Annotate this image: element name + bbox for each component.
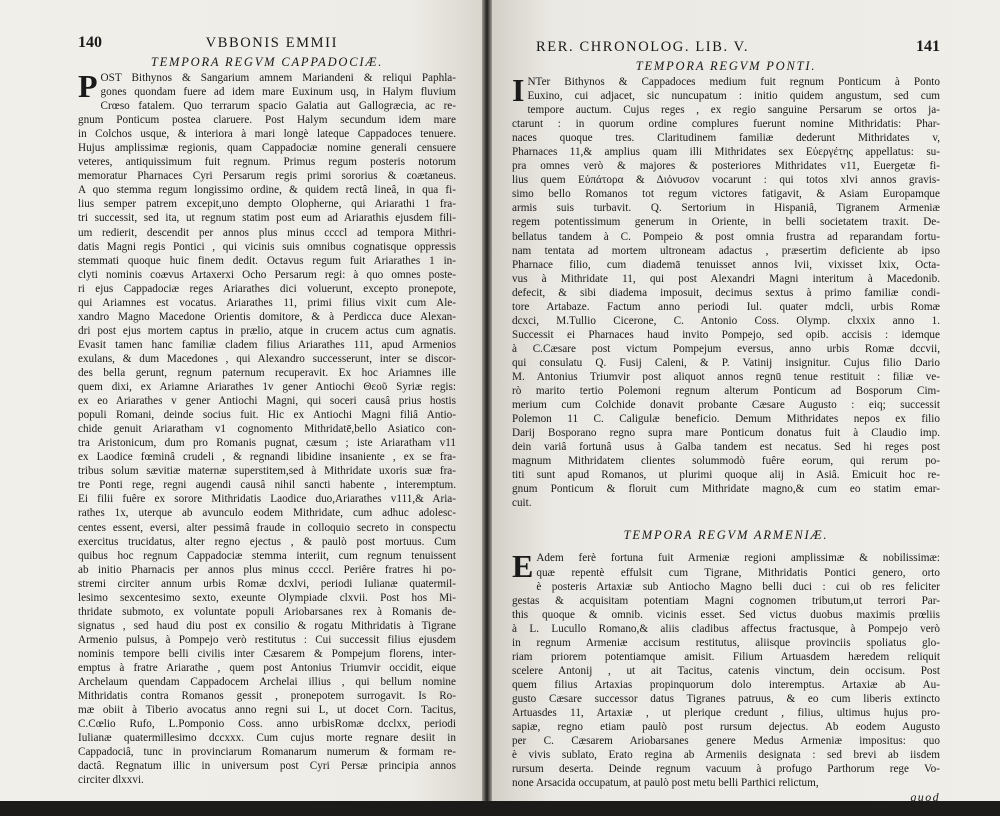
text-line: OST Bithynos & Sangarium amnem Mariandeni & reliqui Paphla-	[100, 72, 456, 84]
text-line: memoratur Pharnaces Cyri Persarum regis primi sororius & coætaneus.	[78, 170, 456, 183]
text-line: Pharnaces 11,& amplius quam illi Mithridates sex Εὐεργέτης appellatus: su-	[512, 146, 940, 159]
text-line: datis Magni regis Pontici , qui vicinis suis omnibus cognatisque oppressis	[78, 240, 456, 253]
text-line: tri successit, sed ita, ut regnum statim post eum ad Ariarathis ejusdem fili-	[78, 212, 456, 225]
text-line: quibus hoc regnum Cappadociæ stemma interiit, cum regnum tenuissent	[78, 549, 456, 562]
text-line: rathes 1x, uterque ab avunculo eodem Mithridate, cum adhuc adolesc-	[78, 507, 456, 520]
section-title-ponti: TEMPORA REGVM PONTI.	[635, 59, 817, 73]
text-line: dcxci, M.Tullio Cicerone, C. Antonio Coss. Olymp. clxxix anno 1.	[512, 314, 940, 327]
text-line: gnum Ponticum & floruit cum Mithridate magno,& cum eo statim emar-	[512, 483, 940, 496]
text-line: sapiæ, regno etiam paulò post rursum dejectus. Ab eodem Augusto	[512, 721, 940, 734]
text-line: dein variâ fortunâ usus à Galba tandem est necatus. Sed hi reges post	[512, 441, 940, 454]
text-line: A quo stemma regum longissimo ordine, & quidem rectâ lineâ, in qua fi-	[78, 184, 456, 197]
text-line: chide genuit Ariaratham v1 cognomento Mithridatē,bello Asiatico con-	[78, 423, 456, 436]
armenia-text	[512, 548, 940, 790]
text-line: clyti nominis coævus Artaxerxi Ocho Persarum regi: à quo omnes poste-	[78, 268, 456, 281]
text-line: Cappadociâ, tunc in provinciarum Romanarum numerum & formam re-	[78, 746, 456, 759]
text-line: Polemon 11 C. Caligulæ beneficio. Demum Mithridates nepos ex filio	[512, 413, 940, 426]
section-title-cappadocia: TEMPORA REGVM CAPPADOCIÆ.	[150, 55, 384, 69]
text-line: magnum Mithridatem clientes solummodò fuêre eorum, qui rerum po-	[512, 455, 940, 468]
text-line: mæ obiit à Tiberio avocatus anno regni sui L, ut docet Corn. Tacitus,	[78, 704, 456, 717]
text-line: gestas & acquisitam potentiam Magni cognomen tributum,ut terrori Par-	[512, 594, 940, 607]
text-line: ab initio Pharnacis per annos plus minus ccccl. Periêre fratres hi po-	[78, 563, 456, 576]
text-line: vus à Mithridate 11, qui post Alexandri Magni interitum à Macedonib.	[512, 272, 940, 285]
left-page	[0, 0, 482, 816]
book-gutter	[482, 0, 492, 801]
section-title-armenia: TEMPORA REGVM ARMENIÆ.	[623, 528, 829, 543]
text-line: qui Ariamnes est vocatus. Ariarathes 11, primi filius vixit cum Ale-	[78, 296, 456, 309]
text-line: Evasit tamen hanc familiæ cladem filius Ariarathes 111, apud Armenios	[78, 338, 456, 351]
text-line: this quoque & omnib. vicinis esset. Sed victus duobus maximis prœliis	[512, 608, 940, 621]
text-line: quæ repentè effulsit cum Tigrane, Mithridatis Pontici genero, orto	[536, 566, 940, 579]
text-line: nominis tempore belli civilis inter Cæsarem & Pompejum florens, inter-	[78, 647, 456, 660]
text-line: armis suis turbavit. Q. Sertorium in Hispaniâ, Tigranem Armeniæ	[512, 202, 940, 215]
text-line: um redierit, descendit per annos plus minus ccccl ad tempora Mithri-	[78, 226, 456, 239]
text-line: ex Laodice fœminâ crudeli , & regnandi libidine insaniente , ex se fra-	[78, 451, 456, 464]
drop-cap: E	[512, 548, 534, 585]
text-line: circiter dlxxvi.	[78, 774, 144, 787]
text-line: simo bello Romanos tot regum victores fatigavit, & Asiam Europamque	[512, 188, 940, 201]
text-line: stemmati quoque huic finem dedit. Octavus regum fuit Ariarathes 1 in-	[78, 254, 456, 267]
text-line: pra omnes verò & majores & posteriores Mithridates v11, Euergetæ fi-	[512, 160, 940, 173]
text-line: veteres, antiquissimum fuit regnum. Primus regum posteris notorum	[78, 156, 456, 169]
text-line: nam tentata ad mortem ultroneam adactus , præsertim deficiente ab ipso	[512, 244, 940, 257]
text-line: des bella gerunt, regnum paternum recuperavit. Ex hoc Ariamnes ille	[78, 366, 456, 379]
drop-cap: I	[512, 72, 525, 108]
text-line: Crœso fatalem. Quo terrarum spacio Galatia aut Gallogræcia, ac re-	[100, 100, 456, 113]
armenia-lines	[512, 548, 940, 790]
text-line: lius quem Εὐπάτορα & Διόνυσον vocarunt : qui totos xlvi annos gravis-	[512, 174, 940, 187]
text-line: tra Aristonicum, dum pro Romanis pugnat, cæsum ; iste Ariaratham v11	[78, 437, 456, 450]
text-line: à C.Cæsare post victum Pompejum eversus, anno urbis Romæ dccvii,	[512, 342, 940, 355]
text-line: è vivis sublato, Erato regina ab Armeniis designata : sed brevi ab iisdem	[512, 749, 940, 762]
left-page-number: 140	[78, 34, 102, 51]
text-line: bellatus tandem à C. Pompeio & post omnia frustra ad reparandam fortu-	[512, 230, 940, 243]
text-line: riam priorem potentiamque amisit. Filium Artuasdem hæredem reliquit	[512, 650, 940, 663]
text-line: è posteris Artaxiæ sub Antiocho Magno belli duci : cui ob res feliciter	[536, 580, 940, 593]
text-line: in Colchos usque, & interiora à mari longè lateque Cappadoces tenuere.	[78, 128, 456, 141]
text-line: ri ejus Cappadociæ reges Ariarathes dici voluerunt, excepto pronepote,	[78, 282, 456, 295]
text-line: Mithridatis contra Romanos gessit , pronepotem surrogavit. Is Ro-	[78, 690, 456, 703]
text-line: C.Cœlio Rufo, L.Pomponio Coss. anno urbisRomæ dcclxx, periodi	[78, 718, 456, 731]
text-line: stremi circiter annum urbis Romæ dcxlvi, periodi Iulianæ quatermil-	[78, 577, 456, 590]
text-line: rò marito tertio Polemoni regnum alterum Ponticum ad Bosporum Cim-	[512, 385, 940, 398]
text-line: exulans, & dum Macedones , qui Alexandro successerunt, inter se discor-	[78, 352, 456, 365]
text-line: Successit ei Pharnaces haud invito Pompejo, sed opib. accisis : idemque	[512, 328, 940, 341]
text-line: merium cum Colchide donavit probante Cæsare Augusto : eiq; successit	[512, 399, 940, 412]
right-page-number: 141	[916, 38, 940, 55]
text-line: populi Romani, deinde socius fuit. Hic ex Antiochi Magni filiâ Antio-	[78, 409, 456, 422]
drop-cap: P	[78, 68, 98, 104]
text-line: Darij Bosporano regno supra mare Ponticum donatus fuit à Claudio imp.	[512, 427, 940, 440]
left-running-title: VBBONIS EMMII	[205, 35, 338, 51]
text-line: scelere Antonij , ut ait Tacitus, catenis vinctum, dein occisum. Post	[512, 664, 940, 677]
ponti-lines	[512, 72, 940, 510]
text-line: Artuasdes 11, Artaxiæ , ut plerique credunt , filius, ultimus hujus pro-	[512, 706, 940, 719]
text-line: tribus solum sævitiæ maternæ superstitem,sed à Mithridate uxoris suæ fra-	[78, 465, 456, 478]
right-page-header	[512, 38, 940, 58]
text-line: Pharnace filio, cum diademā tenuisset annos lvii, vixisset lxix, Octa-	[512, 258, 940, 271]
text-line: centes essent, eversi, alter pessimâ fraude in colloquio secreto in conspectu	[78, 521, 456, 534]
left-page-header	[78, 34, 456, 54]
text-line: tore Artabaze. Factum anno periodi Iul. quater mdcli, urbis Romæ	[512, 300, 940, 313]
cappadocia-text	[78, 68, 456, 787]
text-line: dri post ejus mortem captus in prælio, atque in crucem actus cum agnatis.	[78, 324, 456, 337]
text-line: xandro Magno Macedone Orientis domitore, & à Perdicca duce Alexan-	[78, 310, 456, 323]
text-line: thridate submoto, ex voluntate populi Ariobarsanes rex à Romanis de-	[78, 605, 456, 618]
text-line: Ei filii fuêre ex sorore Mithridatis Laodice duo,Ariarathes v111,& Aria-	[78, 493, 456, 506]
cappadocia-lines	[78, 68, 456, 787]
text-line: Euxino, cui adjacet, sic nuncupatum : initio quidem angustum, sed cum	[527, 90, 940, 103]
text-line: qui consulatu Q. Fusij Caleni, & P. Vatinij insignitur. Cujus filio Dario	[512, 356, 940, 369]
text-line: rursum deserta. Deinde regnum vacuum à profugo Parthorum rege Vo-	[512, 763, 940, 776]
text-line: lesimo sexcentesimo sexto, exeunte Olympiade clxvii. Post hos Mi-	[78, 591, 456, 604]
text-line: tre Ponti rege, regni augendi causâ nihil sancti habente , interemptum.	[78, 479, 456, 492]
right-page	[492, 0, 1000, 805]
text-line: tempore auctum. Cujus reges , ex regio sanguine Persarum se ortos ja-	[527, 104, 940, 117]
text-line: ctarunt : in quorum ordine complures fuerunt nomine Mithridatis: Phar-	[512, 118, 940, 131]
text-line: in regnum Armeniæ accisum restitutus, aliisque provinciis spoliatus glo-	[512, 636, 940, 649]
text-line: quem dixi, ex Ariamne Ariarathes 1v gener Antiochi Θεοῦ Syriæ regis:	[78, 381, 456, 394]
text-line: regem potentissimum generum in Oriente, in belli societatem traxit. De-	[512, 216, 940, 229]
text-line: quem filius Artaxias propinquorum dolo interemptus. Artaxiæ ab Au-	[512, 678, 940, 691]
text-line: Armenio pulsus, à Pompejo verò restitutus : Cui successit filius ejusdem	[78, 633, 456, 646]
text-line: NTer Bithynos & Cappadoces medium fuit regnum Ponticum à Ponto	[527, 76, 940, 88]
text-line: dactâ. Regnatum illic in universum post Cyri Persæ principia annos	[78, 760, 456, 773]
text-line: à L. Lucullo Romano,& aliis cladibus affectus fractusque, à Pompejo verò	[512, 622, 940, 635]
text-line: exercitus trucidatus, alter regno ejectus , & paulò post mortuus. Cum	[78, 535, 456, 548]
text-line: Adem ferè fortuna fuit Armeniæ regioni amplissimæ & nobilissimæ:	[536, 552, 940, 565]
text-line: Iulianæ quatermillesimo dccxxx. Cum cujus morte regnare desiit in	[78, 732, 456, 745]
text-line: emptus à fratre Ariarathe , quem post Antonius Triumvir occidit, eique	[78, 661, 456, 674]
left-catchword: TEMPORA	[351, 801, 416, 816]
text-line: titi sunt apud Romanos, ut plurimi quoque alij in Asiâ. Emicuit hoc re-	[512, 469, 940, 482]
text-line: per C. Cæsarem Ariobarsanes genere Medus Armeniæ impositus: quo	[512, 735, 940, 748]
text-line: cuit.	[512, 497, 532, 510]
text-line: defecit, & sibi diadema imposuit, decimus sextus à primo familiæ condi-	[512, 286, 940, 299]
ponti-text	[512, 72, 940, 510]
text-line: ex eo Ariarathes v gener Antiochi Magni, qui soceri causâ prius hostis	[78, 395, 456, 408]
text-line: naces quoque tres. Claritudinem familiæ dederunt Mithridates v,	[512, 132, 940, 145]
right-catchword: quod	[910, 790, 940, 805]
text-line: lius semper patrem excepit,uno dempto Olopherne, qui Ariarathi 1 fra-	[78, 198, 456, 211]
text-line: gones quondam fuere ad idem mare Euxinum usq, in Halym fluvium	[100, 86, 456, 99]
text-line: signatus , sed haud diu post ex consilio & rogatu Mithridatis à Tigrane	[78, 619, 456, 632]
text-line: gnum Ponticum postea claruere. Post Halym secundum idem mare	[78, 114, 456, 127]
text-line: gusto Cæsare successor datus Tigranes patruus, & eo cum liberis extincto	[512, 692, 940, 705]
text-line: Hujus amplissimæ regionis, quam Cappadociæ nomine generali censuere	[78, 142, 456, 155]
right-running-title: RER. CHRONOLOG. LIB. V.	[536, 39, 750, 55]
text-line: M. Antonius Triumvir post aliquot annos regnū tenue restituit : filiæ ve-	[512, 370, 940, 383]
text-line: Archelaum quendam Cappadocem Archelai illius , qui bellum nomine	[78, 676, 456, 689]
text-line: none Arsacida occupatum, at paulò post metu belli Parthici relictum,	[512, 777, 819, 790]
